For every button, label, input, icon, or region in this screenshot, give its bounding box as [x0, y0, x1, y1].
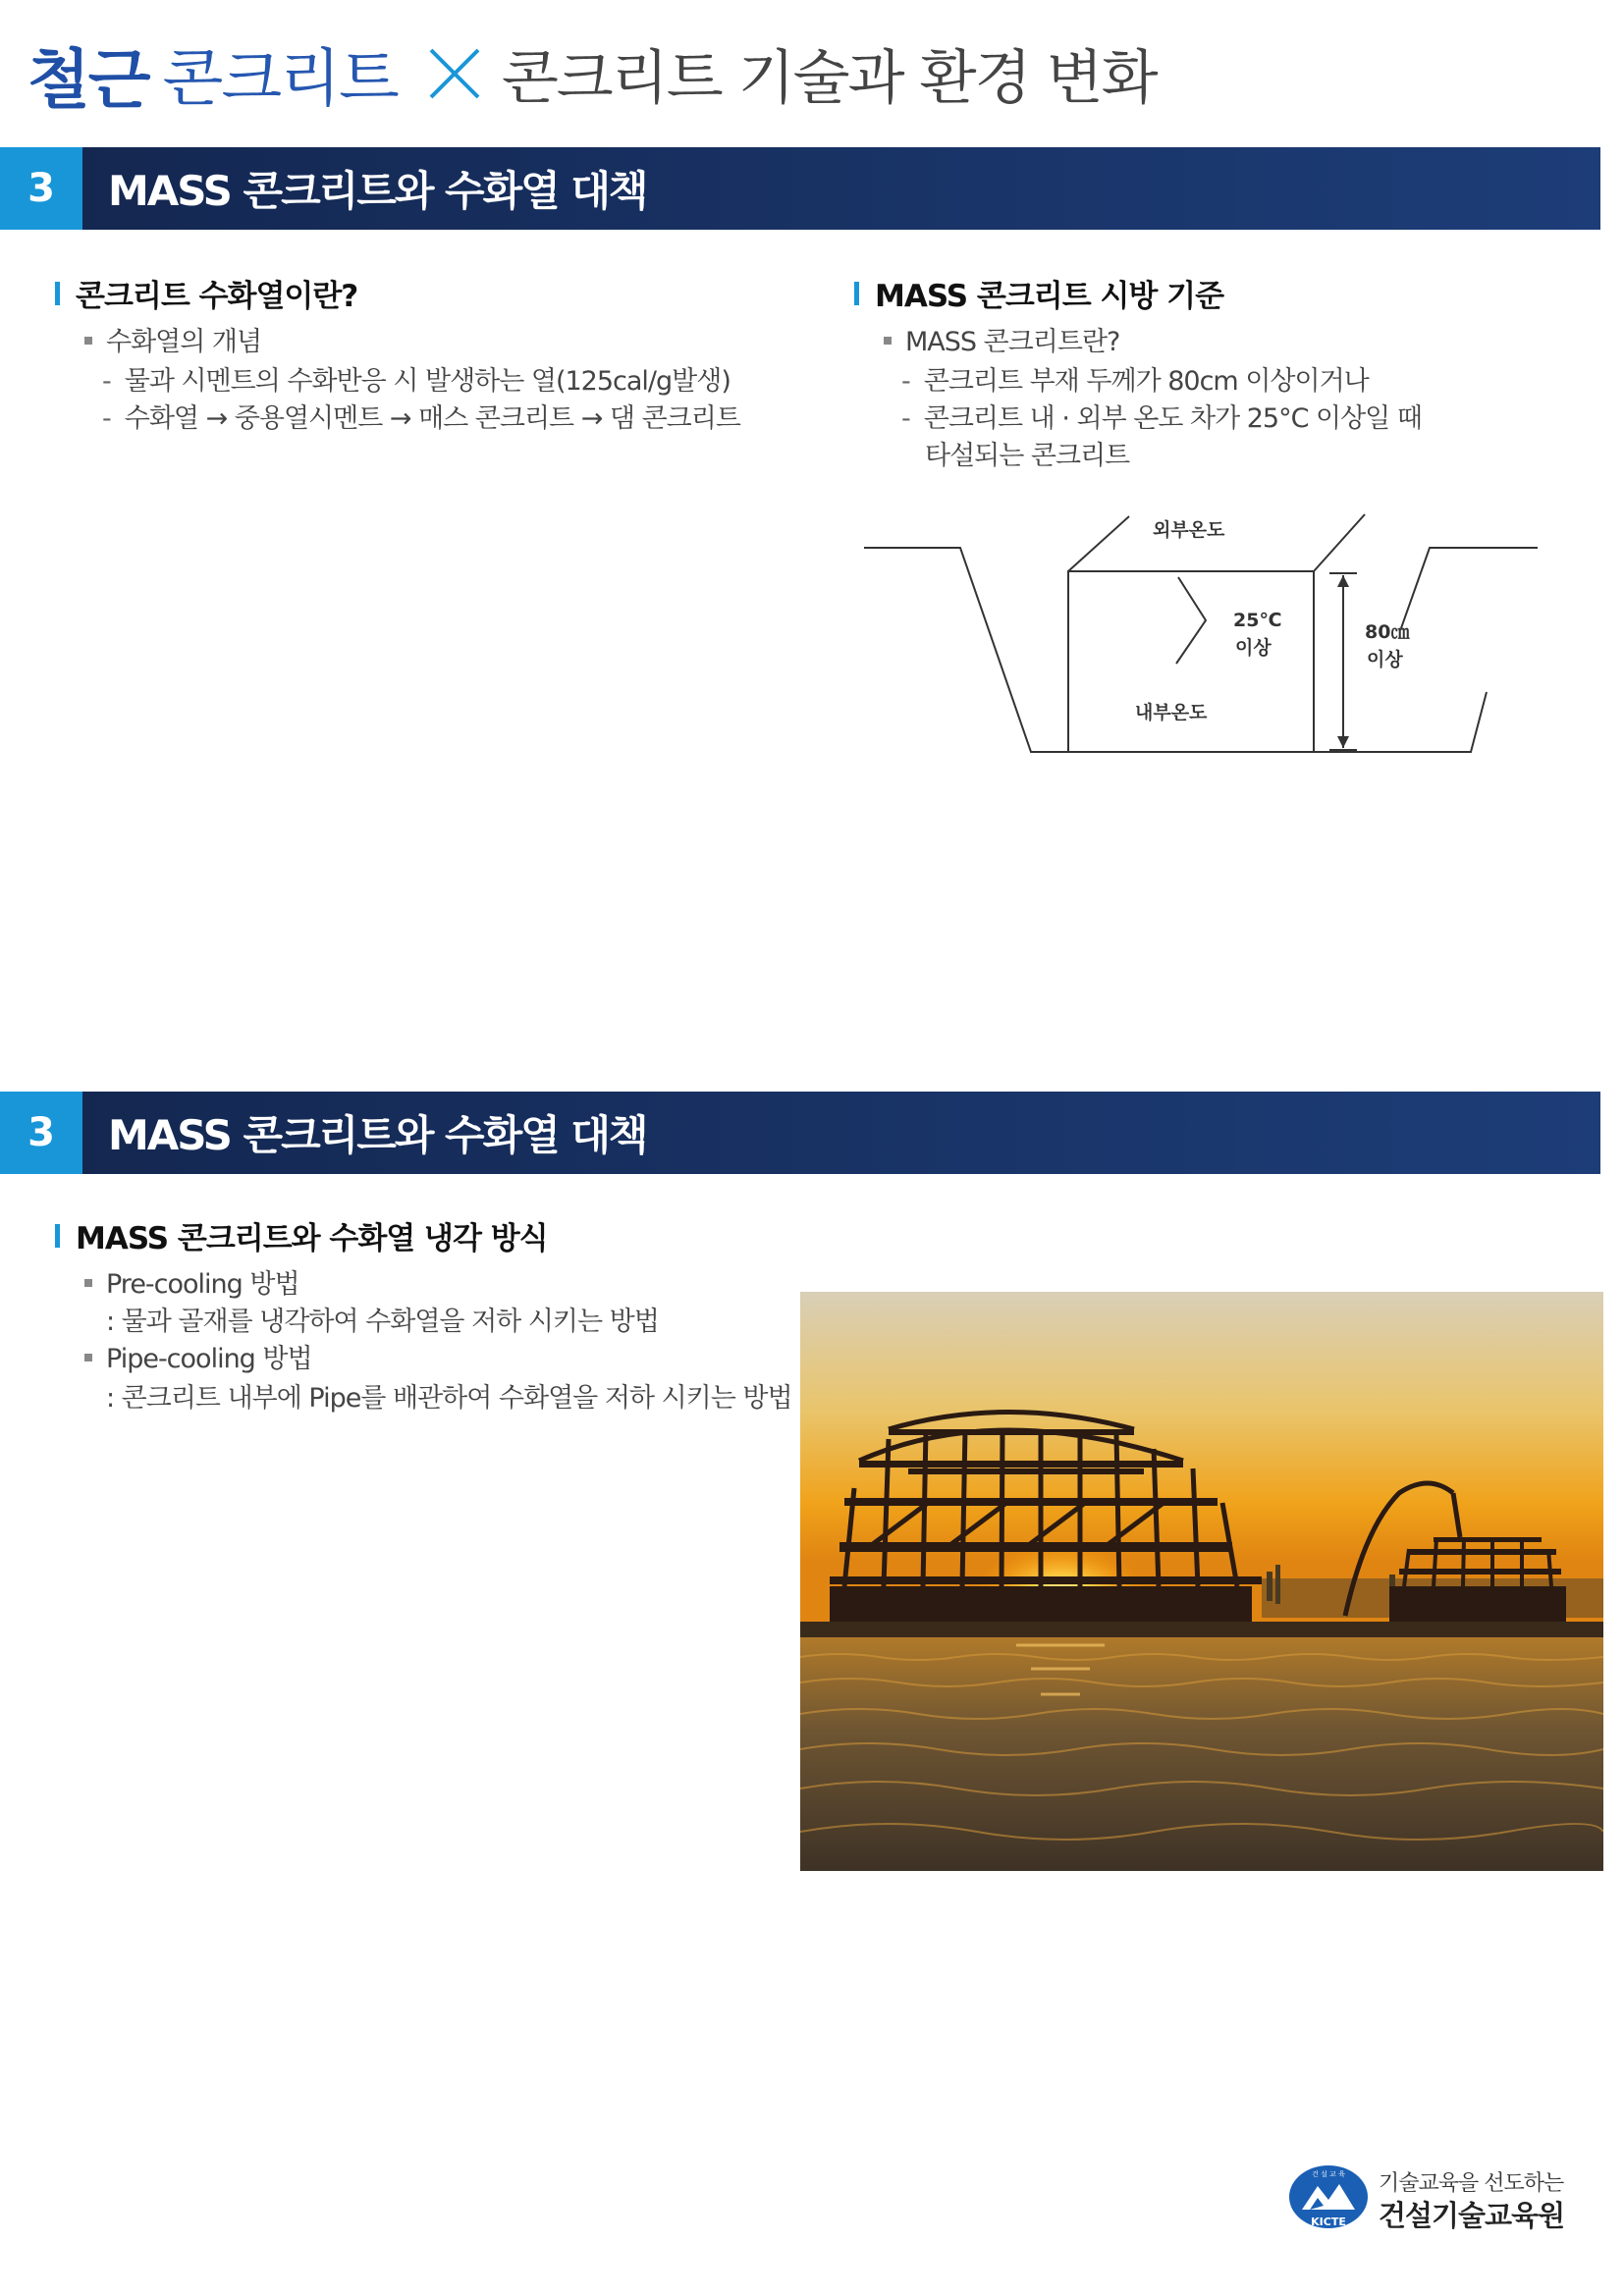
- thickness-unit-label: 이상: [1367, 649, 1403, 670]
- svg-text:건 설 교 육: 건 설 교 육: [1312, 2170, 1345, 2178]
- heading-bar: [55, 1224, 60, 1248]
- photo-svg: [800, 1292, 1603, 1871]
- bullet-square-icon: [84, 1279, 92, 1287]
- title-bold: 철근: [27, 41, 149, 118]
- svg-text:KICTE: KICTE: [1311, 2216, 1346, 2228]
- heading-hydration-heat: [55, 271, 357, 315]
- heading-text: 콘크리트 수화열이란?: [76, 279, 358, 314]
- diff-unit-label: 이상: [1235, 637, 1272, 659]
- heading-text: MASS 콘크리트와 수화열 냉각 방식: [76, 1221, 548, 1256]
- bullet-square-icon: [84, 337, 92, 345]
- heading-mass-spec: [854, 271, 1223, 315]
- section-number: 3: [0, 147, 82, 230]
- mass-concrete-diagram: [862, 491, 1549, 785]
- dash-item-continued: 타설되는 콘크리트: [925, 441, 1130, 471]
- method-description: : 콘크리트 내부에 Pipe를 배관하여 수화열을 저하 시키는 방법: [106, 1383, 792, 1414]
- title-light: 콘크리트: [162, 43, 398, 116]
- dash-item: - 물과 시멘트의 수화반응 시 발생하는 열(125cal/g발생): [102, 366, 731, 397]
- bullet-square-icon: [884, 337, 892, 345]
- dash-item: - 콘크리트 내 · 외부 온도 차가 25°C 이상일 때: [901, 403, 1422, 434]
- bullet-square-icon: [84, 1354, 92, 1362]
- outer-temp-label: 외부온도: [1153, 519, 1225, 541]
- section-title: MASS 콘크리트와 수화열 대책: [108, 1111, 647, 1159]
- bullet-item: Pipe-cooling 방법: [84, 1337, 312, 1375]
- dash-item: - 콘크리트 부재 두께가 80cm 이상이거나: [901, 366, 1369, 397]
- cross-icon: [425, 44, 484, 103]
- diagram-svg: [862, 491, 1549, 785]
- document-title: [27, 29, 1157, 118]
- logo-tagline: 기술교육을 선도하는: [1379, 2171, 1564, 2196]
- title-sub: 콘크리트 기술과 환경 변화: [501, 44, 1157, 113]
- inner-temp-label: 내부온도: [1135, 702, 1208, 723]
- bullet-item: Pre-cooling 방법: [84, 1262, 299, 1301]
- kicte-emblem-icon: [1288, 2164, 1369, 2229]
- thickness-value-label: 80㎝: [1365, 621, 1410, 643]
- heading-text: MASS 콘크리트 시방 기준: [875, 279, 1224, 314]
- heading-bar: [854, 282, 859, 305]
- heading-cooling-methods: [55, 1213, 548, 1257]
- section-title: MASS 콘크리트와 수화열 대책: [108, 167, 647, 215]
- method-description: : 물과 골재를 냉각하여 수화열을 저하 시키는 방법: [106, 1307, 659, 1337]
- bullet-item: MASS 콘크리트란?: [884, 320, 1119, 358]
- bullet-item: 수화열의 개념: [84, 320, 261, 358]
- kicte-logo: [1288, 2163, 1578, 2231]
- diff-value-label: 25℃: [1233, 610, 1282, 631]
- logo-org-name: 건설기술교육원: [1379, 2199, 1565, 2232]
- heading-bar: [55, 282, 60, 305]
- section-number: 3: [0, 1092, 82, 1174]
- construction-sunset-photo: [800, 1292, 1603, 1871]
- section-banner-2: [0, 1092, 1600, 1174]
- dash-item: - 수화열 → 중용열시멘트 → 매스 콘크리트 → 댐 콘크리트: [102, 403, 740, 434]
- section-banner-1: [0, 147, 1600, 230]
